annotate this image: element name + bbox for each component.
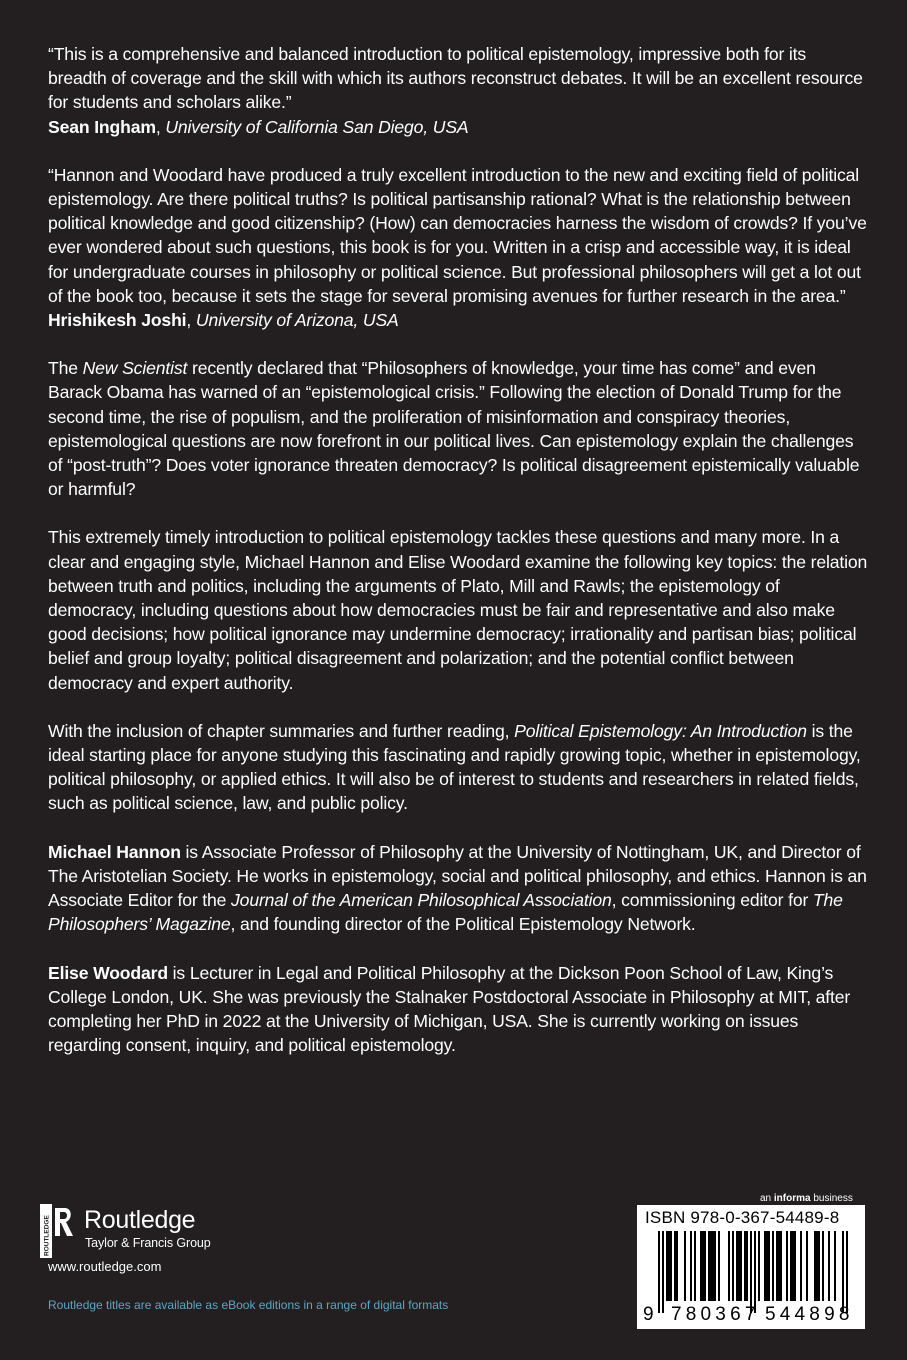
barcode-digits-right: 544898	[765, 1304, 854, 1325]
barcode-bar	[766, 1231, 768, 1301]
description-p1-rest: recently declared that “Philosophers of knowledge, your time has come” and even Barack Obama has warned of an “epistemological crisis.” Following the election of Donald Trump for the second time, the rise of populism, and the proliferation of misinformation and conspiracy theories, epistemological questions are now forefront in our political lives. Can epistemology explain the challenges of “post-truth”? Does voter ignorance threaten democracy? Is political disagreement epistemically valuable or harmful?	[48, 358, 860, 500]
publisher-group: Taylor & Francis Group	[85, 1236, 211, 1250]
informa-suffix: business	[810, 1193, 853, 1204]
barcode-bar	[750, 1231, 752, 1313]
barcode-bar	[744, 1231, 746, 1301]
barcode-bar	[738, 1231, 740, 1301]
barcode-bar	[676, 1231, 678, 1301]
barcode-bar	[740, 1231, 742, 1301]
logo-vertical-text: ROUTLEDGE	[43, 1215, 51, 1256]
barcode-bar	[754, 1231, 756, 1313]
barcode-bar	[708, 1231, 710, 1301]
bio-hannon	[48, 840, 868, 937]
barcode-bar	[704, 1231, 706, 1301]
barcode-bar	[790, 1231, 792, 1301]
barcode-bar	[728, 1231, 730, 1301]
description-paragraph-1	[48, 356, 868, 501]
barcode-bar	[816, 1231, 818, 1301]
barcode-bar	[670, 1231, 672, 1301]
barcode-bar	[700, 1231, 702, 1301]
barcode-bar	[732, 1231, 734, 1301]
blurb-1-author: Sean Ingham	[48, 116, 156, 137]
barcode-bar	[794, 1231, 796, 1301]
barcode-bar	[828, 1231, 830, 1301]
barcode-bar	[786, 1231, 788, 1301]
barcode-bar	[684, 1231, 686, 1301]
description-paragraph-2: This extremely timely introduction to political epistemology tackles these questions and many more. In a clear and engaging style, Michael Hannon and Elise Woodard examine the following key topics: the relation between truth and politics, including the arguments of Plato, Mill and Rawls; the epistemology of democracy, including questions about how democracies must be fair and representative and also make good decisions; how political ignorance may undermine democracy; irrationality and partisan bias; political belief and group loyalty; political disagreement and polarization; and the potential conflict between democracy and expert authority.	[48, 527, 868, 693]
barcode-bar	[814, 1231, 816, 1301]
barcode-bar	[714, 1231, 716, 1301]
bio-hannon-name: Michael Hannon	[48, 841, 181, 862]
bio-woodard	[48, 961, 868, 1058]
barcode-bar	[710, 1231, 712, 1301]
barcode-bar	[674, 1231, 676, 1301]
description-p3-start: With the inclusion of chapter summaries and further reading,	[48, 720, 515, 741]
barcode-bar	[690, 1231, 692, 1301]
book-title: Political Epistemology: An Introduction	[514, 720, 807, 741]
barcode-bar	[718, 1231, 720, 1301]
barcode-bar	[834, 1231, 836, 1301]
barcode-bar	[800, 1231, 802, 1301]
barcode-bar	[818, 1231, 820, 1301]
barcode-bar	[846, 1231, 848, 1313]
back-cover-copy	[48, 42, 868, 1081]
publisher-name: Routledge	[84, 1206, 196, 1234]
bio-hannon-text-b: , commissioning editor for	[611, 890, 813, 911]
blurb-1-affiliation: University of California San Diego, USA	[165, 116, 469, 137]
informa-word: informa	[773, 1193, 811, 1204]
bio-hannon-journal: Journal of the American Philosophical Association	[231, 890, 612, 911]
barcode-bar	[780, 1231, 782, 1301]
barcode-bar	[662, 1231, 664, 1313]
barcode-bar	[764, 1231, 766, 1301]
barcode-digit-first: 9	[643, 1304, 654, 1325]
bio-hannon-text-a: is Associate Professor of Philosophy at the University of Nottingham, UK, and Director of The Aristotelian Society. He works in epistemology, social and political philosophy, and ethics. Hannon is an Associate Editor for the	[48, 841, 867, 911]
isbn-label: ISBN 978-0-367-54489-8	[645, 1208, 840, 1227]
barcode-bar	[758, 1231, 760, 1301]
barcode-bar	[736, 1231, 738, 1301]
blurb-1-attribution: Sean Ingham, University of California San Diego, USA	[48, 116, 469, 137]
barcode-bar	[666, 1231, 668, 1301]
barcode-bar	[702, 1231, 704, 1301]
barcode-bar	[778, 1231, 780, 1301]
description-paragraph-3	[48, 719, 868, 816]
blurb-1-quote: “This is a comprehensive and balanced introduction to political epistemology, impressive both for its breadth of coverage and the skill with which its authors reconstruct debates. It will be an excellent resource for students and scholars alike.”	[48, 44, 863, 113]
description-p3-rest: is the ideal starting place for anyone studying this fascinating and rapidly growing topic, whether in epistemology, political philosophy, or applied ethics. It will also be of interest to students and researchers in related fields, such as political science, law, and public policy.	[48, 720, 861, 814]
barcode-bar	[658, 1231, 660, 1313]
routledge-r-logo-icon	[40, 1204, 74, 1258]
barcode-bar	[842, 1231, 844, 1313]
barcode-bar	[668, 1231, 670, 1301]
barcode-bar	[712, 1231, 714, 1301]
barcode-bar	[746, 1231, 748, 1301]
blurb-2-quote: “Hannon and Woodard have produced a truly excellent introduction to the new and exciting field of political epistemology. Are there political truths? Is political partisanship rational? What is the relationship between political knowledge and good citizenship? (How) can democracies harness the wisdom of crowds? If you’ve ever wondered about such questions, this book is for you. Written in a crisp and accessible way, it is ideal for undergraduate courses in philosophy or political science. But professional philosophers will get a lot out of the book too, because it sets the stage for several promising avenues for further research in the area.”	[48, 164, 867, 306]
barcode-bar	[792, 1231, 794, 1301]
barcode-bar	[768, 1231, 770, 1301]
barcode-digits-left: 780367	[671, 1304, 760, 1325]
bio-woodard-name: Elise Woodard	[48, 962, 168, 983]
informa-prefix: an	[760, 1193, 774, 1204]
barcode-bar	[822, 1231, 824, 1301]
bio-hannon-magazine: The Philosophers’ Magazine	[48, 890, 843, 935]
barcode-bar	[806, 1231, 808, 1301]
bio-hannon-text-c: , and founding director of the Political Epistemology Network.	[230, 914, 696, 935]
routledge-logo	[40, 1200, 260, 1260]
ebook-note: Routledge titles are available as eBook editions in a range of digital formats	[48, 1298, 449, 1312]
bio-woodard-text: is Lecturer in Legal and Political Philosophy at the Dickson Poon School of Law, King’s College London, UK. She was previously the Stalnaker Postdoctoral Associate in Philosophy at MIT, after completing her PhD in 2022 at the University of Michigan, USA. She is currently working on issues regarding consent, inquiry, and political epistemology.	[48, 962, 851, 1056]
barcode-bar	[772, 1231, 774, 1301]
description-p1-start: The	[48, 358, 83, 379]
blurb-2-affiliation: University of Arizona, USA	[195, 310, 399, 331]
barcode-bar	[776, 1231, 778, 1301]
blurb-2-author: Hrishikesh Joshi	[48, 310, 187, 331]
blurb-2-attribution: Hrishikesh Joshi, University of Arizona, USA	[48, 310, 399, 331]
isbn-barcode-box	[637, 1205, 865, 1329]
publisher-website[interactable]: www.routledge.com	[48, 1259, 162, 1274]
new-scientist-title: New Scientist	[82, 358, 188, 379]
barcode-bar	[694, 1231, 696, 1301]
informa-business-tag	[760, 1193, 853, 1204]
